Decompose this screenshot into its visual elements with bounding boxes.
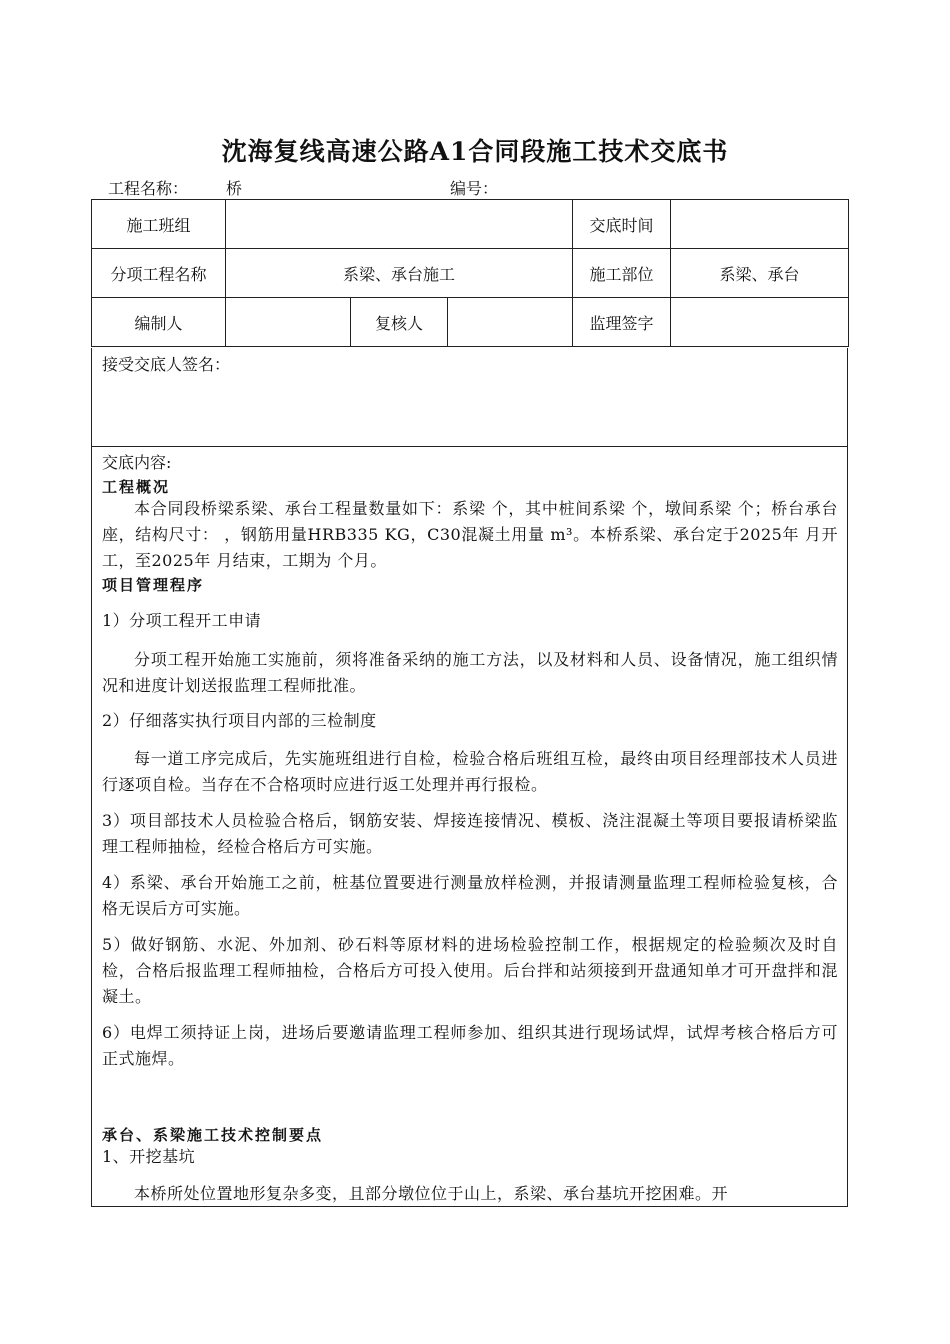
table-row (92, 200, 849, 249)
construction-team-label: 施工班组 (92, 200, 226, 249)
item3-paragraph: 3）项目部技术人员检验合格后，钢筋安装、焊接连接情况、模板、浇注混凝土等项目要报请桥梁监理工程师抽检，经检合格后方可实施。 (102, 811, 838, 856)
briefing-content-box (91, 446, 848, 1207)
table-row (92, 298, 849, 347)
item2-paragraph: 每一道工序完成后，先实施班组进行自检，检验合格后班组互检，最终由项目经理部技术人员进行逐项自检。当存在不合格项时应进行返工处理并再行报检。 (102, 749, 838, 794)
document-number-label: 编号： (450, 179, 499, 198)
header-table (91, 199, 849, 347)
sub-project-value: 系梁、承台施工 (226, 249, 573, 298)
item6-paragraph: 6）电焊工须持证上岗，进场后要邀请监理工程师参加、组织其进行现场试焊，试焊考核合格后方可正式施焊。 (102, 1023, 838, 1068)
briefing-time-value (671, 200, 849, 249)
table-row (92, 249, 849, 298)
document-title: 沈海复线高速公路A1合同段施工技术交底书 (221, 137, 729, 166)
content-label: 交底内容: (102, 453, 172, 472)
overview-paragraph: 本合同段桥梁系梁、承台工程量数量如下：系梁 个，其中桩间系梁 个，墩间系梁 个；桥台承台 座，结构尺寸： ，钢筋用量HRB335 KG，C30混凝土用量 m³。本桥系梁、承台定于2025年 月开工，至2025年 月结束，工期为 个月。 (102, 499, 838, 570)
supervisor-signature-label: 监理签字 (573, 298, 671, 347)
technical-control-heading: 承台、系梁施工技术控制要点 (102, 1126, 324, 1144)
author-label: 编制人 (92, 298, 226, 347)
briefing-time-label: 交底时间 (573, 200, 671, 249)
reviewer-value (448, 298, 573, 347)
construction-team-value (226, 200, 573, 249)
author-value (226, 298, 351, 347)
construction-part-value: 系梁、承台 (671, 249, 849, 298)
project-name-label: 工程名称： (108, 179, 189, 198)
item1-title: 1）分项工程开工申请 (102, 611, 262, 630)
section1-paragraph: 本桥所处位置地形复杂多变，且部分墩位位于山上，系梁、承台基坑开挖困难。开 (134, 1184, 729, 1203)
project-name-value: 桥 (226, 179, 243, 198)
section1-title: 1、开挖基坑 (102, 1147, 196, 1166)
item1-paragraph: 分项工程开始施工实施前，须将准备采纳的施工方法，以及材料和人员、设备情况，施工组织情况和进度计划送报监理工程师批准。 (102, 650, 838, 695)
recipient-signature-label: 接受交底人签名： (102, 355, 231, 374)
reviewer-label: 复核人 (351, 298, 448, 347)
overview-heading: 工程概况 (102, 478, 171, 496)
sub-project-label: 分项工程名称 (92, 249, 226, 298)
item4-paragraph: 4）系梁、承台开始施工之前，桩基位置要进行测量放样检测，并报请测量监理工程师检验复核，合格无误后方可实施。 (102, 873, 838, 918)
item2-title: 2）仔细落实执行项目内部的三检制度 (102, 711, 377, 730)
construction-part-label: 施工部位 (573, 249, 671, 298)
item5-paragraph: 5）做好钢筋、水泥、外加剂、砂石料等原材料的进场检验控制工作，根据规定的检验频次及时自检，合格后报监理工程师抽检，合格后方可投入使用。后台拌和站须接到开盘通知单才可开盘拌和混凝土。 (102, 935, 838, 1006)
supervisor-signature-value (671, 298, 849, 347)
recipient-signature-box (91, 348, 848, 447)
management-heading: 项目管理程序 (102, 576, 205, 594)
